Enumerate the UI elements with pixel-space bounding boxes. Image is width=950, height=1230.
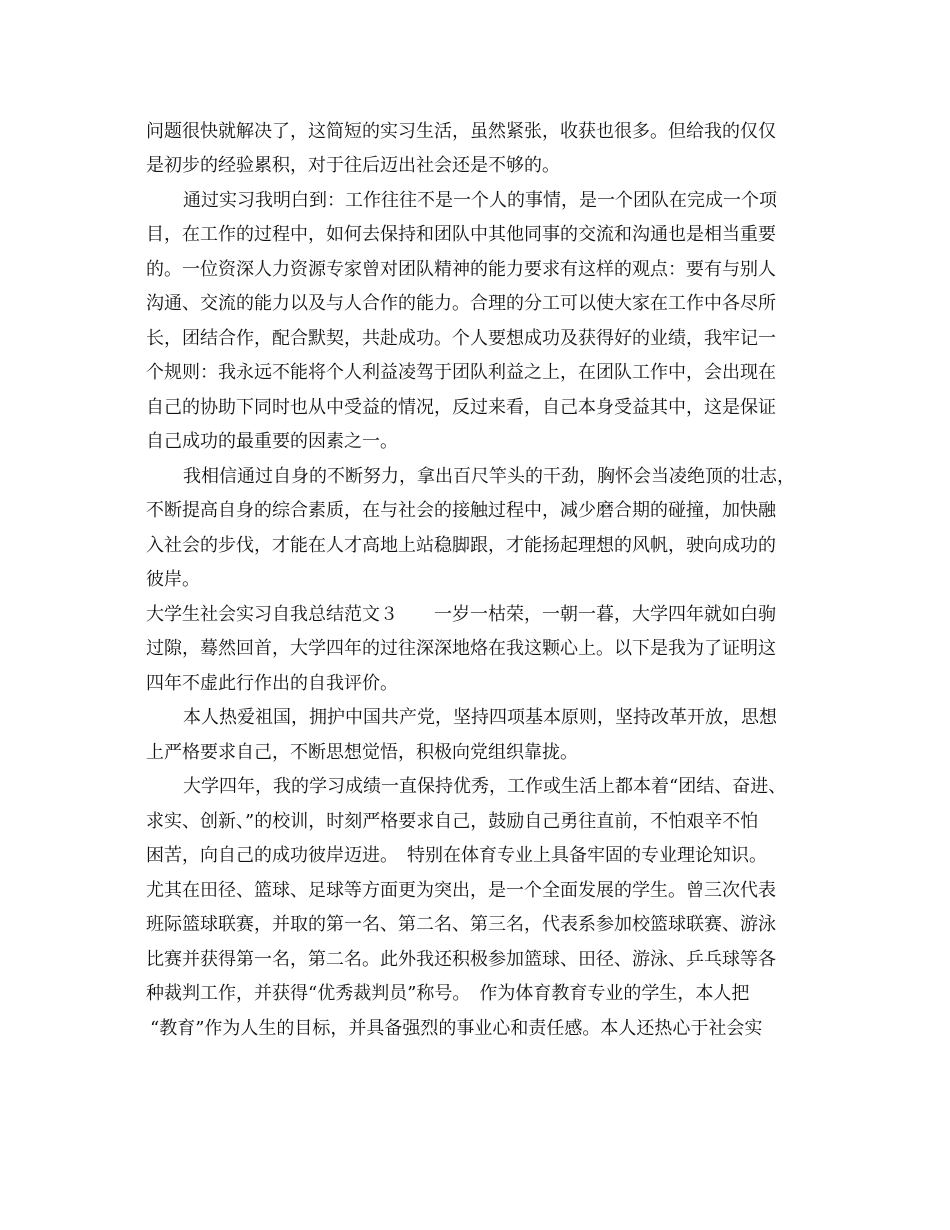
text-line: 自己的协助下同时也从中受益的情况，反过来看，自己本身受益其中，这是保证 bbox=[146, 397, 776, 418]
text-line: 个规则：我永远不能将个人利益凌驾于团队利益之上，在团队工作中，会出现在 bbox=[146, 362, 776, 383]
text-line: 目，在工作的过程中，如何去保持和团队中其他同事的交流和沟通也是相当重要 bbox=[146, 224, 776, 245]
text-line: 本人热爱祖国，拥护中国共产党，坚持四项基本原则，坚持改革开放，思想 bbox=[183, 707, 777, 728]
text-line: 是初步的经验累积，对于往后迈出社会还是不够的。 bbox=[146, 155, 560, 176]
text-line: 过隙，蓦然回首，大学四年的过往深深地烙在我这颗心上。以下是我为了证明这 bbox=[146, 638, 776, 659]
text-line: 班际篮球联赛，并取的第一名、第二名、第三名，代表系参加校篮球联赛、游泳 bbox=[146, 914, 776, 935]
text-line: 上严格要求自己，不断思想觉悟，积极向党组织靠拢。 bbox=[146, 742, 578, 763]
text-line: 不断提高自身的综合素质，在与社会的接触过程中，减少磨合期的碰撞，加快融 bbox=[146, 500, 776, 521]
text-line: 比赛并获得第一名，第二名。此外我还积极参加篮球、田径、游泳、乒乓球等各 bbox=[146, 949, 776, 970]
text-line: 彼岸。 bbox=[146, 569, 200, 590]
text-line: 种裁判工作，并获得“优秀裁判员”称号。 作为体育教育专业的学生，本人把 bbox=[146, 983, 750, 1004]
text-line: 困苦，向自己的成功彼岸迈进。 特别在体育专业上具备牢固的专业理论知识。 bbox=[146, 845, 767, 866]
text-line: 入社会的步伐，才能在人才高地上站稳脚跟，才能扬起理想的风帆，驶向成功的 bbox=[146, 535, 776, 556]
text-line: 沟通、交流的能力以及与人合作的能力。合理的分工可以使大家在工作中各尽所 bbox=[146, 293, 776, 314]
text-line: 的。一位资深人力资源专家曾对团队精神的能力要求有这样的观点：要有与别人 bbox=[146, 259, 776, 280]
text-line: 问题很快就解决了，这简短的实习生活，虽然紧张，收获也很多。但给我的仅仅 bbox=[146, 121, 776, 142]
text-line: 四年不虚此行作出的自我评价。 bbox=[146, 673, 398, 694]
text-line: 尤其在田径、篮球、足球等方面更为突出，是一个全面发展的学生。曾三次代表 bbox=[146, 880, 776, 901]
text-line: 大学四年，我的学习成绩一直保持优秀，工作或生活上都本着“团结、奋进、 bbox=[183, 776, 787, 797]
text-line: 我相信通过自身的不断努力，拿出百尺竿头的干劲，胸怀会当凌绝顶的壮志， bbox=[183, 466, 795, 487]
text-line: 自己成功的最重要的因素之一。 bbox=[146, 431, 398, 452]
text-line: 长，团结合作，配合默契，共赴成功。个人要想成功及获得好的业绩，我牢记一 bbox=[146, 328, 776, 349]
text-line: “教育”作为人生的目标，并具备强烈的事业心和责任感。本人还热心于社会实 bbox=[150, 1018, 763, 1039]
section-heading-line: 大学生社会实习自我总结范文３ 一岁一枯荣，一朝一暮，大学四年就如白驹 bbox=[146, 604, 776, 625]
text-line: 求实、创新、”的校训，时刻严格要求自己，鼓励自己勇往直前，不怕艰辛不怕 bbox=[146, 811, 759, 832]
text-line: 通过实习我明白到：工作往往不是一个人的事情，是一个团队在完成一个项 bbox=[183, 190, 777, 211]
